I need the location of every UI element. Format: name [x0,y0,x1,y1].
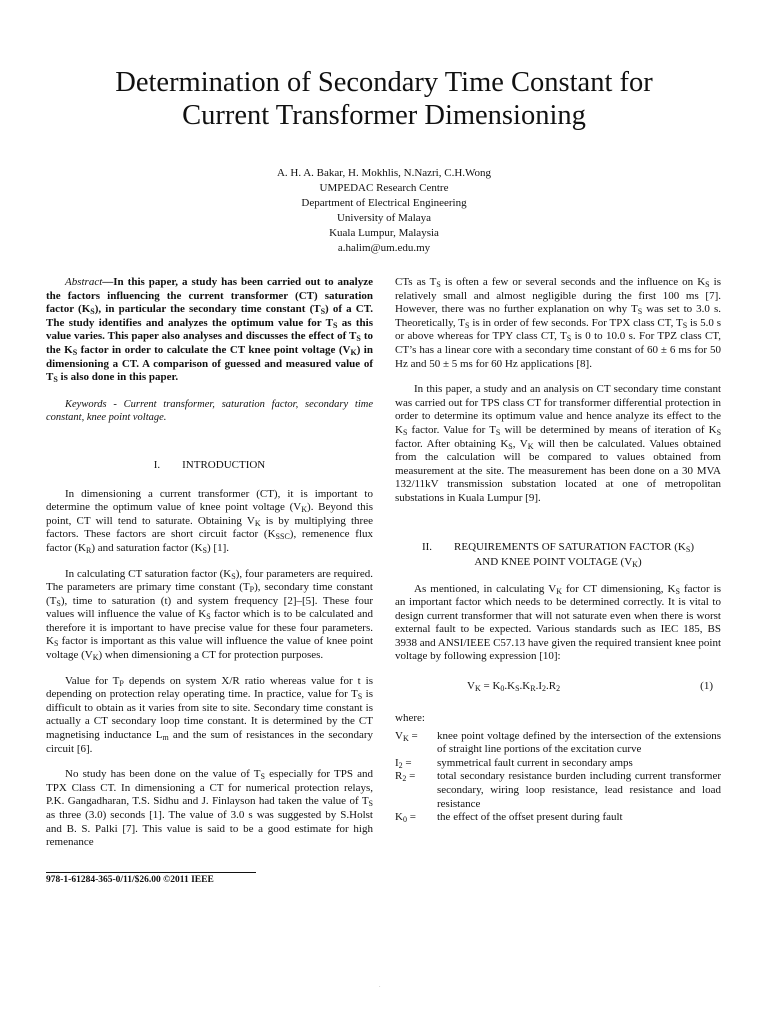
title-line-2: Current Transformer Dimensioning [182,100,586,131]
right-paragraph-1: CTs as $T_S$ is often a few or several seconds and the influence on $K_S$ is relatively small and almost negligible during the first 100 ms [7]. However, there was no further explanation on why $T_S$ was set to 3.0 s. Theoretically, $T_S$ is in order of few seconds. For TPX class CT, $T_S$ is 5.0 s or above whereas for TPY class CT, $T_S$ is 0 to 10.0 s. For TPZ class CT, CT’s has a linear core with a secondary time constant of 60 ± 6 ms for 50 Hz and 50 ± 5 ms for 60 Hz applications [8]. [395,276,721,370]
author-names: A. H. A. Bakar, H. Mokhlis, N.Nazri, C.H.Wong [276,167,492,179]
affiliation-university: University of Malaya [336,212,432,224]
equation-number: (1) [700,680,713,693]
page-mark: . [379,983,381,989]
section-heading-introduction: I. INTRODUCTION [153,458,266,471]
copyright-footer: 978-1-61284-365-0/11/$26.00 ©2011 IEEE [46,872,256,885]
affiliation-department: Department of Electrical Engineering [301,197,467,209]
right-column [395,276,721,825]
keywords: Keywords - Current transformer, saturation factor, secondary time constant, knee point voltage. [46,398,373,424]
author-block [184,166,584,256]
section-heading-requirements: II. REQUIREMENTS OF SATURATION FACTOR $(K_S)$ AND KNEE POINT VOLTAGE $(V_K)$ [421,540,695,569]
left-column [46,276,373,850]
definition-i2: $I_2$ = symmetrical fault current in secondary amps [395,756,633,770]
intro-paragraph-1: In dimensioning a current transformer (CT), it is important to determine the optimum value of knee point voltage $(V_K)$. Beyond this point, CT will tend to saturate. Obtaining $V_K$ is by multiplying three factors. These factors are short circuit factor $(K_{SSC})$, remenence flux factor $(K_R)$ and saturation factor $(K_S)$ [1]. [46,487,373,555]
definition-r2: $R_2$ = total secondary resistance burden including current transformer secondary, wiring loop resistance, lead resistance and load resistance [395,770,721,810]
affiliation-center: UMPEDAC Research Centre [319,182,449,194]
requirements-paragraph: As mentioned, in calculating $V_K$ for CT dimensioning, $K_S$ factor is an important factor which needs to be determined correctly. It is vital to design current transformer that will not saturate even when there is worst external fault to be expected. Various standards such as IEC 185, BS 3938 and ANSI/IEEE C57.13 have given the required transient knee point voltage by following expression [10]: [395,582,721,663]
equation-expression: $V_K = K_0.K_S.K_R.I_2.R_2$ [467,680,561,694]
where-label: where: [395,712,425,725]
intro-paragraph-3: Value for $T_P$ depends on system X/R ratio whereas value for t is depending on protection relay operating time. In practice, value for $T_S$ is difficult to obtain as it varies from site to site. Secondary time constant is actually a CT secondary loop time constant. It is determined by the CT magnetising inductance $L_m$ and the sum of resistances in the secondary circuit [6]. [46,674,373,755]
symbol-definitions [395,730,721,825]
author-email: a.halim@um.edu.my [337,242,431,254]
right-paragraph-2: In this paper, a study and an analysis on CT secondary time constant was carried out for TPS class CT for transformer differential protection in order to determine its optimum value and hence analyze its effect to the $K_S$ factor. Value for $T_S$ will be determined by means of iteration of $K_S$ factor. After obtaining $K_S$, $V_K$ will then be calculated. Values obtained from the calculation will be compared to values obtained from measurement at the site. The measurement has been done on a 30 MVA 132/11kV transmission substation located at one of metropolitan substations in Kuala Lumpur [9]. [395,383,722,504]
definition-k0: $K_0$ = the effect of the offset present during fault [395,811,623,825]
abstract-label: Abstract [65,276,103,288]
abstract: Abstract—In this paper, a study has been carried out to analyze the factors influencing the current transformer (CT) saturation factor $(K_S)$, in particular the secondary time constant $(T_S)$ of a CT. The study identifies and analyzes the optimum value for $T_S$ as this value varies. This paper also analyses and discusses the effect of $T_S$ to the $K_S$ factor in order to calculate the CT knee point voltage $(V_K)$ in dimensioning a CT. A comparison of guessed and measured value of $T_S$ is also done in this paper. [46,276,373,385]
equation-1 [395,676,721,700]
intro-paragraph-4: No study has been done on the value of $T_S$ especially for TPS and TPX Class CT. In dimensioning a CT for numerical protection relays, P.K. Gangadharan, T.S. Sidhu and J. Finlayson had taken the value of $T_S$ as three (3.0) seconds [1]. The value of 3.0 s was suggested by S.Holst and B. S. Palki [7]. This value is said to be a good estimate for high remenance [46,768,373,849]
intro-paragraph-2: In calculating CT saturation factor $(K_S)$, four parameters are required. The parameters are primary time constant $(T_P)$, secondary time constant $(T_S)$, time to saturation (t) and system frequency [2]–[5]. These four values will influence the value of $K_S$ factor which is to be calculated and therefore it is important to have precise value for these four parameters. $K_S$ factor is important as this value will influence the value of knee point voltage $(V_K)$ when dimensioning a CT for protection purposes. [46,567,374,663]
paper-title [60,66,708,132]
title-line-1: Determination of Secondary Time Constant for [115,67,653,98]
definition-vk: $V_K$ = knee point voltage defined by the intersection of the extensions of straight line portions of the excitation curve [395,729,721,756]
affiliation-location: Kuala Lumpur, Malaysia [329,227,439,239]
